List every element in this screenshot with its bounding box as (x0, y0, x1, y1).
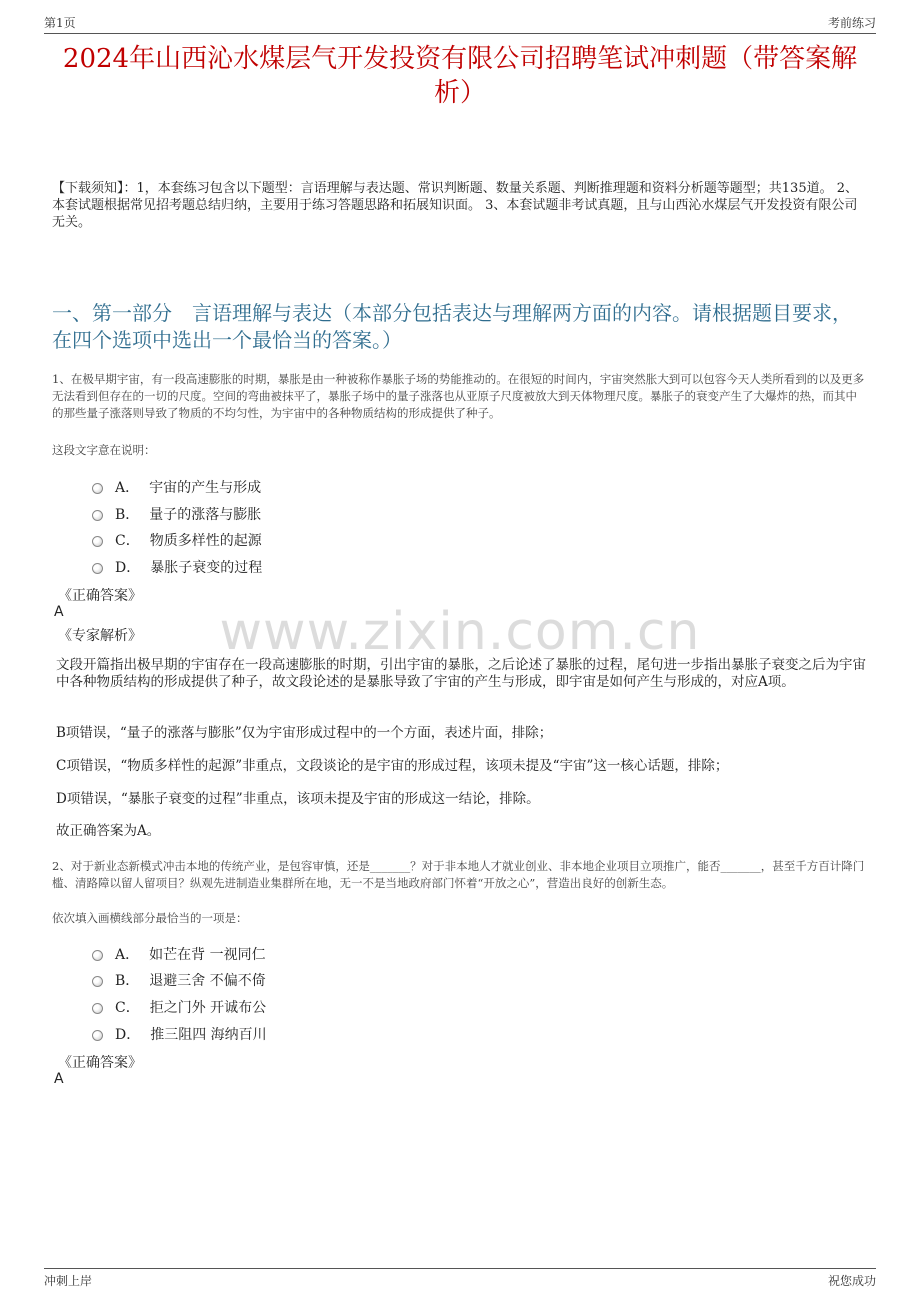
footer-rule (44, 1268, 876, 1269)
q1-option-c[interactable]: C． 物质多样性的起源 (92, 530, 262, 550)
q1-analysis-label: 《专家解析》 (58, 628, 142, 644)
footer-right: 祝您成功 (827, 1274, 876, 1288)
q1-option-b[interactable]: B． 量子的涨落与膨胀 (92, 504, 261, 524)
q1-answer: A (54, 604, 64, 620)
watermark: www.zixin.com.cn (219, 602, 701, 662)
q1-analysis-para: B项错误，“量子的涨落与膨胀”仅为宇宙形成过程中的一个方面，表述片面，排除； (56, 725, 553, 741)
radio-icon[interactable] (92, 1003, 103, 1014)
footer-left: 冲刺上岸 (44, 1274, 93, 1288)
radio-icon[interactable] (92, 483, 103, 494)
q1-option-d[interactable]: D． 暴胀子衰变的过程 (92, 557, 262, 577)
radio-icon[interactable] (92, 1030, 103, 1041)
q2-answer-label: 《正确答案》 (58, 1055, 142, 1071)
header-tag: 考前练习 (827, 16, 876, 30)
radio-icon[interactable] (92, 950, 103, 961)
radio-icon[interactable] (92, 510, 103, 521)
radio-icon[interactable] (92, 976, 103, 987)
q2-option-c[interactable]: C． 拒之门外 开诚布公 (92, 997, 266, 1017)
question-1-prompt: 这段文字意在说明： (52, 443, 156, 457)
q2-option-d[interactable]: D． 推三阻四 海纳百川 (92, 1024, 267, 1044)
radio-icon[interactable] (92, 536, 103, 547)
header-rule (44, 33, 876, 34)
q2-option-b[interactable]: B． 退避三舍 不偏不倚 (92, 970, 266, 990)
question-1-text: 1、在极早期宇宙，有一段高速膨胀的时期，暴胀是由一种被称作暴胀子场的势能推动的。在很短的时间内，宇宙突然胀大到可以包容今天人类所看到的以及更多无法看到但存在的一切的尺度。空间的弯曲被抹平了，暴胀子场中的量子涨落也从亚原子尺度被放大到天体物理尺度。暴胀子的衰变产生了大爆炸的热，而其中的那些量子涨落则导致了物质的不均匀性，为宇宙中的各种物质结构的形成提供了种子。 (52, 372, 865, 420)
q1-answer-label: 《正确答案》 (58, 588, 142, 604)
question-2-text: 2、对于新业态新模式冲击本地的传统产业，是包容审慎，还是_______？对于非本地人才就业创业、非本地企业项目立项推广，能否_______，甚至千方百计降门槛、清路障以留人留项目？纵观先进制造业集群所在地，无一不是当地政府部门怀着“开放之心”，营造出良好的创新生态。 (52, 859, 865, 890)
page-title: 2024年山西沁水煤层气开发投资有限公司招聘笔试冲刺题（带答案解析） (62, 44, 858, 108)
q1-analysis-para: 故正确答案为A。 (56, 823, 161, 839)
q1-analysis-para: D项错误，“暴胀子衰变的过程”非重点，该项未提及宇宙的形成这一结论，排除。 (56, 791, 540, 807)
q1-analysis-para: 文段开篇指出极早期的宇宙存在一段高速膨胀的时期，引出宇宙的暴胀，之后论述了暴胀的过程，尾句进一步指出暴胀子衰变之后为宇宙中各种物质结构的形成提供了种子，故文段论述的是暴胀导致了宇宙的产生与形成，即宇宙是如何产生与形成的，对应A项。 (56, 657, 866, 690)
page-number: 第1页 (44, 16, 76, 30)
q2-answer: A (54, 1071, 64, 1087)
q1-analysis-para: C项错误，“物质多样性的起源”非重点，文段谈论的是宇宙的形成过程，该项未提及“宇宙”这一核心话题，排除； (56, 758, 729, 774)
question-2-prompt: 依次填入画横线部分最恰当的一项是： (52, 911, 248, 925)
q1-option-a[interactable]: A． 宇宙的产生与形成 (92, 477, 261, 497)
download-notice: 【下载须知】：1，本套练习包含以下题型：言语理解与表达题、常识判断题、数量关系题、判断推理题和资料分析题等题型；共135道。 2、本套试题根据常见招考题总结归纳，主要用于练习答题思路和拓展知识面。 3、本套试题非考试真题，且与山西沁水煤层气开发投资有限公司无关。 (52, 181, 858, 230)
q2-option-a[interactable]: A． 如芒在背 一视同仁 (92, 944, 266, 964)
section-heading: 一、第一部分 言语理解与表达（本部分包括表达与理解两方面的内容。请根据题目要求，在四个选项中选出一个最恰当的答案。） (52, 301, 852, 352)
radio-icon[interactable] (92, 563, 103, 574)
